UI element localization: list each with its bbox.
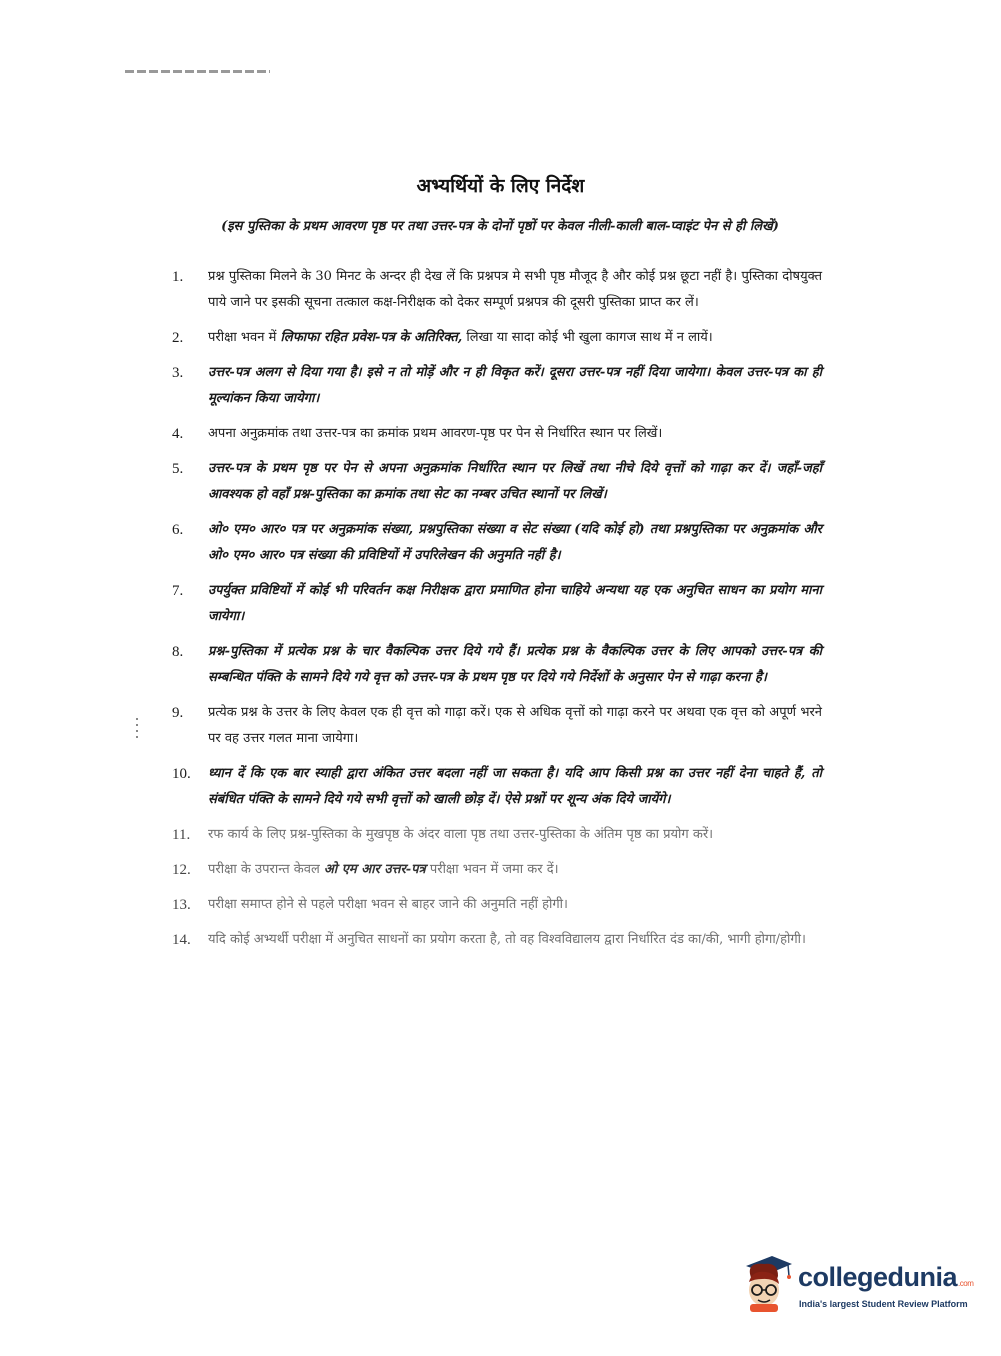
item-number: 8. (172, 644, 184, 660)
instruction-item-1 (172, 264, 822, 316)
item-text: प्रश्न पुस्तिका मिलने के 30 मिनट के अन्दर ही देख लें कि प्रश्नपत्र मे सभी पृष्ठ मौजूद है और कोई प्रश्न छूटा नहीं है। पुस्तिका दोषयुक्त पाये जाने पर इसकी सूचना तत्काल कक्ष-निरीक्षक को देकर सम्पूर्ण प्रश्नपत्र की दूसरी पुस्तिका प्राप्त कर लें। (208, 269, 822, 310)
item-text: अपना अनुक्रमांक तथा उत्तर-पत्र का क्रमांक प्रथम आवरण-पृष्ठ पर पेन से निर्धारित स्थान पर लिखें। (208, 426, 663, 441)
item-number: 12. (172, 862, 191, 878)
item-text-bold: ओ एम आर उत्तर-पत्र (323, 862, 426, 877)
item-text-post: परीक्षा भवन में जमा कर दें। (425, 862, 559, 877)
instruction-note: (इस पुस्तिका के प्रथम आवरण पृष्ठ पर तथा उत्तर-पत्र के दोनों पृष्ठों पर केवल नीली-काली बाल-प्वाइंट पेन से ही लिखें) (221, 219, 779, 234)
item-number: 10. (172, 766, 191, 782)
item-number: 1. (172, 269, 184, 285)
instruction-item-12 (172, 857, 822, 883)
instruction-item-7 (172, 578, 822, 630)
item-text: रफ कार्य के लिए प्रश्न-पुस्तिका के मुखपृष्ठ के अंदर वाला पृष्ठ तथा उत्तर-पुस्तिका के अंतिम पृष्ठ का प्रयोग करें। (208, 827, 714, 842)
item-number: 14. (172, 932, 191, 948)
item-text: परीक्षा समाप्त होने से पहले परीक्षा भवन से बाहर जाने की अनुमति नहीं होगी। (208, 897, 568, 912)
item-number: 6. (172, 522, 184, 538)
item-text: ओ० एम० आर० पत्र पर अनुक्रमांक संख्या, प्रश्नपुस्तिका संख्या व सेट संख्या (यदि कोई हो) तथा प्रश्नपुस्तिका पर अनुक्रमांक और ओ० एम० आर० पत्र संख्या की प्रविष्टियों में उपरिलेखन की अनुमति नहीं है। (208, 522, 822, 563)
instruction-item-13 (172, 892, 822, 918)
item-text-pre: परीक्षा भवन में (208, 330, 281, 345)
brand-text: collegedunia (798, 1262, 958, 1292)
item-number: 4. (172, 426, 184, 442)
item-text: ध्यान दें कि एक बार स्याही द्वारा अंकित उत्तर बदला नहीं जा सकता है। यदि आप किसी प्रश्न का उत्तर नहीं देना चाहते हैं, तो संबंधित पंक्ति के सामने दिये गये सभी वृत्तों को खाली छोड़ दें। ऐसे प्रश्नों पर शून्य अंक दिये जायेंगे। (208, 766, 822, 807)
instruction-item-5 (172, 456, 822, 508)
instruction-item-9 (172, 700, 822, 752)
item-text (208, 330, 713, 345)
item-text-post: लिखा या सादा कोई भी खुला कागज साथ में न लायें। (462, 330, 713, 345)
item-text: उपर्युक्त प्रविष्टियों में कोई भी परिवर्तन कक्ष निरीक्षक द्वारा प्रमाणित होना चाहिये अन्यथा यह एक अनुचित साधन का प्रयोग माना जायेगा। (208, 583, 822, 624)
item-number: 9. (172, 705, 184, 721)
item-text-bold: लिफाफा रहित प्रवेश-पत्र के अतिरिक्त, (280, 330, 463, 345)
item-number: 13. (172, 897, 191, 913)
item-text: यदि कोई अभ्यर्थी परीक्षा में अनुचित साधनों का प्रयोग करता है, तो वह विश्वविद्यालय द्वारा निर्धारित दंड का/की, भागी होगा/होगी। (208, 932, 806, 947)
item-text (208, 862, 559, 877)
collegedunia-logo (742, 1248, 982, 1322)
item-text: प्रश्न-पुस्तिका में प्रत्येक प्रश्न के चार वैकल्पिक उत्तर दिये गये हैं। प्रत्येक प्रश्न के वैकल्पिक उत्तर के लिए आपको उत्तर-पत्र की सम्बन्धित पंक्ति के सामने दिये गये वृत्त को उत्तर-पत्र के प्रथम पृष्ठ पर दिये गये निर्देशों के अनुसार पेन से गाढ़ा करना है। (208, 644, 822, 685)
brand-name (798, 1262, 973, 1293)
item-number: 5. (172, 461, 184, 477)
instruction-item-11 (172, 822, 822, 848)
page-title: अभ्यर्थियों के लिए निर्देश (416, 175, 585, 197)
brand-dotcom: .com (958, 1279, 974, 1288)
brand-tagline: India's largest Student Review Platform (799, 1299, 968, 1309)
item-number: 11. (172, 827, 191, 843)
item-number: 7. (172, 583, 184, 599)
item-text: उत्तर-पत्र के प्रथम पृष्ठ पर पेन से अपना अनुक्रमांक निर्धारित स्थान पर लिखें तथा नीचे दिये वृत्तों को गाढ़ा कर दें। जहाँ-जहाँ आवश्यक हो वहाँ प्रश्न-पुस्तिका का क्रमांक तथा सेट का नम्बर उचित स्थानों पर लिखें। (208, 461, 822, 502)
scan-mark-side (136, 718, 138, 740)
item-number: 3. (172, 365, 184, 381)
mascot-icon (742, 1252, 794, 1314)
scan-mark-top (125, 70, 270, 73)
item-text: उत्तर-पत्र अलग से दिया गया है। इसे न तो मोड़ें और न ही विकृत करें। दूसरा उत्तर-पत्र नहीं दिया जायेगा। केवल उत्तर-पत्र का ही मूल्यांकन किया जायेगा। (208, 365, 822, 406)
instruction-item-4 (172, 421, 822, 447)
item-number: 2. (172, 330, 184, 346)
instruction-item-2 (172, 325, 822, 351)
instruction-item-8 (172, 639, 822, 691)
instruction-list (172, 264, 822, 962)
item-text: प्रत्येक प्रश्न के उत्तर के लिए केवल एक ही वृत्त को गाढ़ा करें। एक से अधिक वृत्तों को गाढ़ा करने पर अथवा एक वृत्त को अपूर्ण भरने पर वह उत्तर गलत माना जायेगा। (208, 705, 822, 746)
instruction-item-10 (172, 761, 822, 813)
instruction-item-3 (172, 360, 822, 412)
instruction-item-14 (172, 927, 822, 953)
item-text-pre: परीक्षा के उपरान्त केवल (208, 862, 324, 877)
instruction-item-6 (172, 517, 822, 569)
